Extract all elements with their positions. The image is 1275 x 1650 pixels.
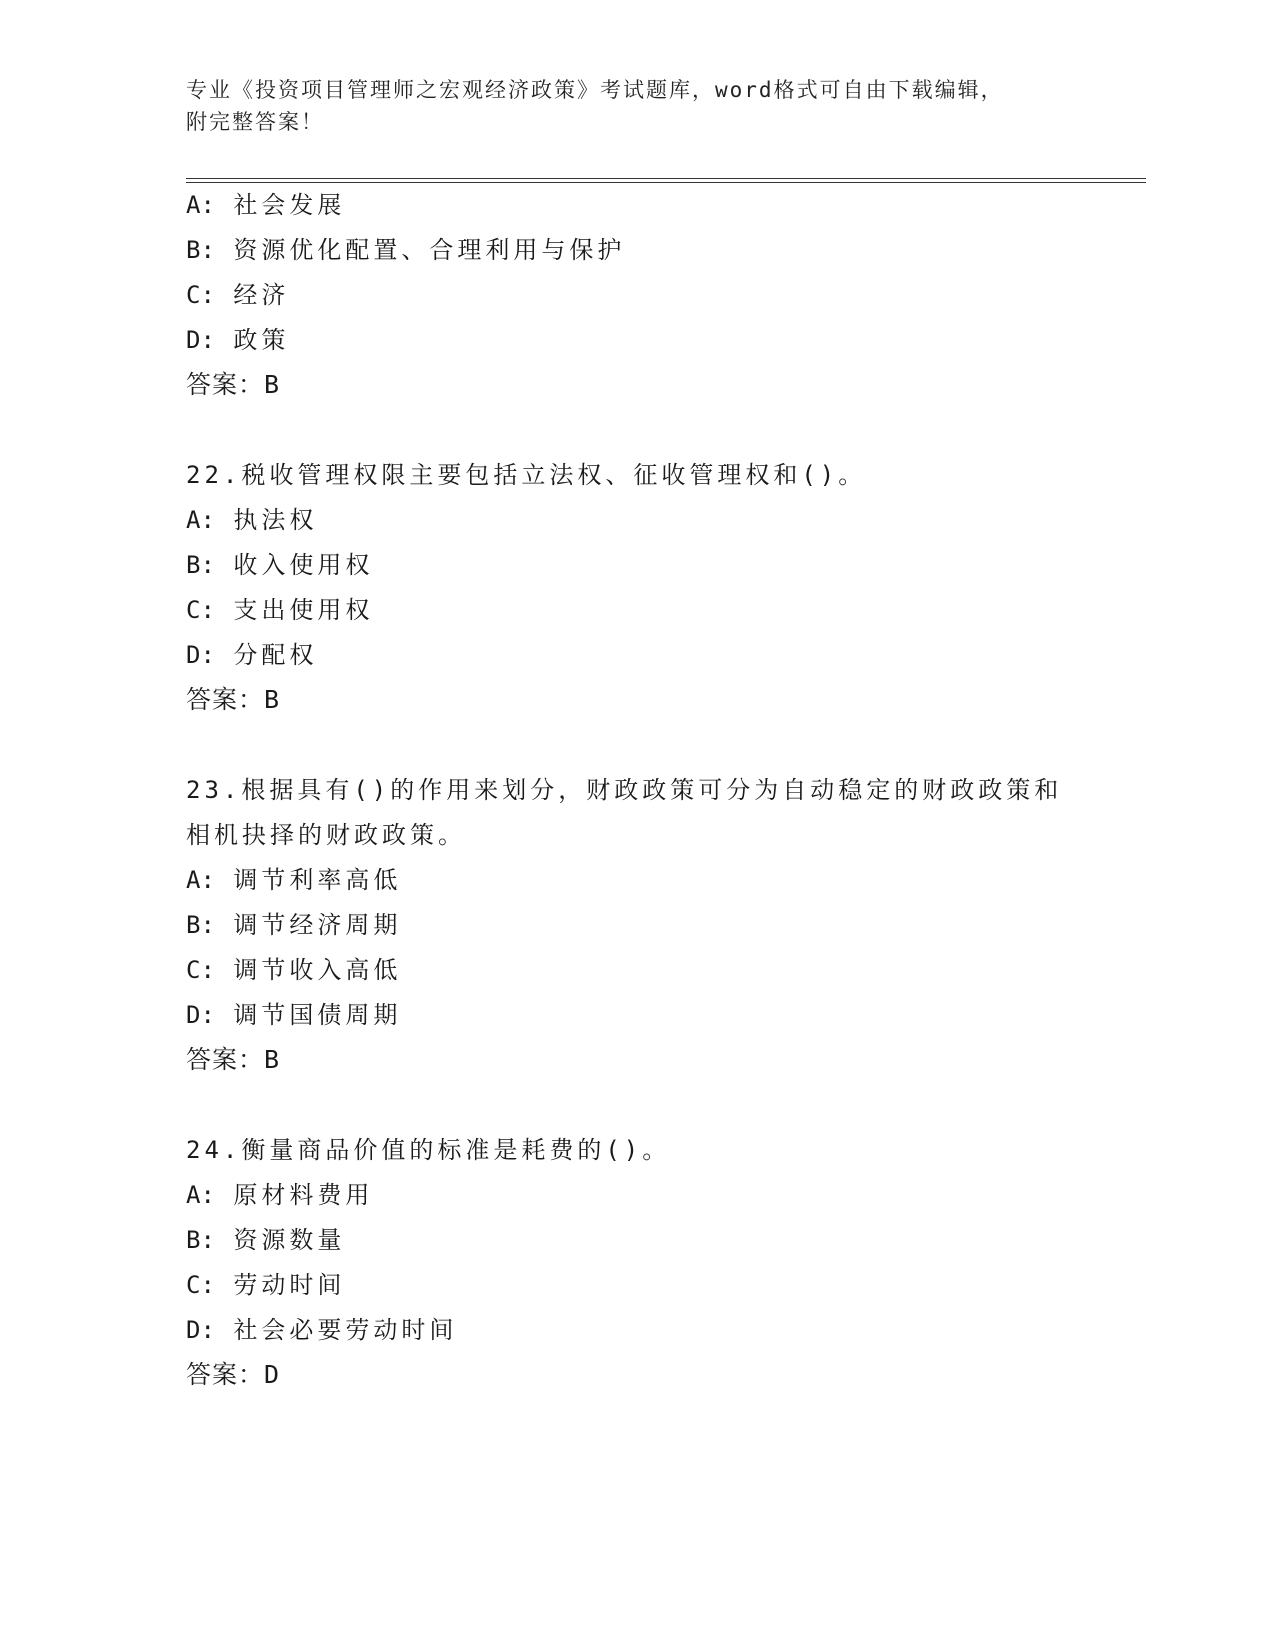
option-a: A: 社会发展 [186, 191, 346, 219]
question-text: 22.税收管理权限主要包括立法权、征收管理权和()。 [186, 461, 867, 489]
option-a: A: 执法权 [186, 506, 318, 534]
option-c: C: 调节收入高低 [186, 956, 402, 984]
header-rule-top [186, 178, 1146, 179]
option-b: B: 调节经济周期 [186, 911, 402, 939]
header-line-1: 专业《投资项目管理师之宏观经济政策》考试题库，word格式可自由下载编辑， [186, 78, 1004, 102]
answer-line: 答案：B [186, 1045, 281, 1074]
option-c: C: 支出使用权 [186, 596, 374, 624]
question-24 [186, 1135, 1086, 1390]
question-21-continuation [186, 190, 1086, 400]
option-b: B: 资源数量 [186, 1226, 346, 1254]
answer-line: 答案：B [186, 685, 281, 714]
option-d: D: 政策 [186, 326, 290, 354]
option-c: C: 经济 [186, 281, 290, 309]
document-header [186, 74, 1086, 138]
answer-line: 答案：B [186, 370, 281, 399]
question-text: 24.衡量商品价值的标准是耗费的()。 [186, 1136, 671, 1164]
question-23 [186, 775, 1086, 1075]
option-a: A: 调节利率高低 [186, 866, 402, 894]
option-b: B: 资源优化配置、合理利用与保护 [186, 236, 626, 264]
option-c: C: 劳动时间 [186, 1271, 346, 1299]
header-rule-bottom [186, 182, 1146, 183]
question-list [186, 190, 1086, 1390]
option-d: D: 社会必要劳动时间 [186, 1316, 458, 1344]
option-a: A: 原材料费用 [186, 1181, 374, 1209]
answer-line: 答案：D [186, 1360, 281, 1389]
question-text: 23.根据具有()的作用来划分，财政政策可分为自动稳定的财政政策和 相机抉择的财政政策。 [186, 776, 1063, 849]
header-line-2: 附完整答案！ [186, 110, 324, 134]
option-d: D: 分配权 [186, 641, 318, 669]
question-22 [186, 460, 1086, 715]
option-b: B: 收入使用权 [186, 551, 374, 579]
option-d: D: 调节国债周期 [186, 1001, 402, 1029]
